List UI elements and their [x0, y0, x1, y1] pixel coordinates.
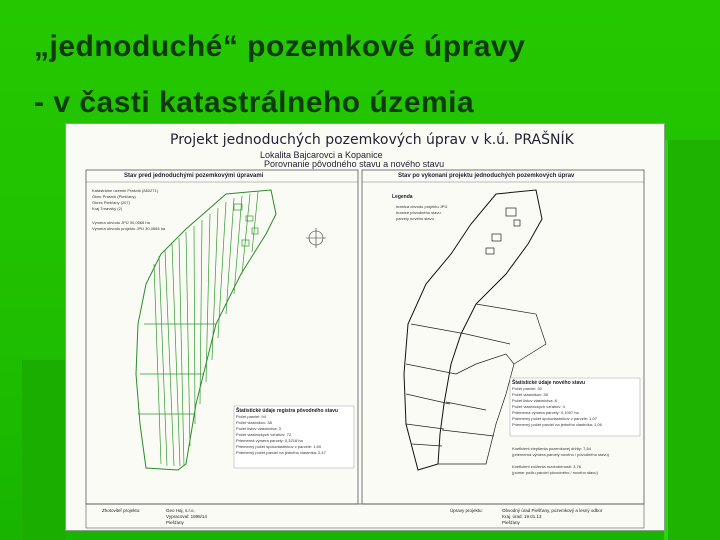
legend-item: hranice pôvodného stavu	[396, 210, 441, 215]
footer-right-value: Piešťany	[502, 520, 520, 525]
left-info-line: Okres Piešťany (207)	[92, 200, 130, 205]
footer-left-value: Vypracoval: 1998/14	[166, 514, 207, 519]
coefficients-block	[512, 446, 609, 476]
left-info-line: Výmera obvodu projektu JPÚ 30,0565 ha	[92, 226, 166, 231]
map-locality: Lokalita Bajcarovci a Kopanice	[260, 150, 383, 160]
footer-left-value: Piešťany	[166, 520, 184, 525]
coef2-sub: (pomer počtu parciel pôvodného / nového stavu)	[512, 470, 598, 475]
right-stats-line: Priemerná výmera parcely: 0,1007 ha	[512, 410, 579, 415]
footer-right-label: Úpravy projektu:	[450, 508, 483, 513]
right-panel-title: Stav po vykonaní projektu jednoduchých pozemkových úprav	[398, 173, 575, 179]
left-stats-line: Počet vlastníkov: 38	[236, 420, 272, 425]
cadastral-map-image	[66, 124, 664, 530]
left-stats-line: Počet parciel: 94	[236, 414, 266, 419]
compass-rose-icon	[306, 228, 326, 248]
right-stats-line: Počet listov vlastníctva: 8	[512, 398, 557, 403]
map-project-title: Projekt jednoduchých pozemkových úprav v k.ú. PRAŠNÍK	[170, 132, 574, 148]
right-stats-line: Priemerný počet spoluvlastníkov v parcele: 1,07	[512, 416, 597, 421]
footer-left-label: Zhotoviteľ projektu:	[102, 508, 141, 513]
left-stats-title: Štatistické údaje registra pôvodného stavu	[236, 408, 338, 414]
right-stats-line: Počet vlastníkov: 38	[512, 392, 548, 397]
left-stats-line: Priemerný počet spoluvlastníkov v parcele: 1,69	[236, 444, 321, 449]
footer-right-value: Kraj. úrad: 19.01.13	[502, 514, 542, 519]
right-stats-title: Štatistické údaje nového stavu	[512, 380, 586, 386]
left-panel-title: Stav pred jednoduchými pozemkovými úpravami	[124, 173, 264, 179]
legend-item: hranica obvodu projektu JPÚ	[396, 204, 448, 209]
legend-title: Legenda	[392, 194, 413, 200]
legend-block	[396, 204, 447, 222]
map-comparison-subtitle: Porovnanie pôvodného stavu a nového stavu	[264, 159, 445, 169]
legend-item: parcely nového stavu	[396, 216, 434, 221]
footer-right-values	[502, 508, 602, 526]
slide-title-line1: „jednoduché“ pozemkové úpravy	[34, 30, 526, 63]
decorative-stripe-left	[22, 360, 66, 540]
footer-right-value: Obvodný úrad Piešťany, pozemkový a lesný odbor	[502, 508, 603, 513]
coef2-label: Koeficient zníženia rozdrobenosti: 3,76	[512, 464, 581, 469]
right-stats-line: Počet vlastníckych vzťahov: 4	[512, 404, 565, 409]
left-stats-line: Priemerná výmera parcely: 0,3218 ha	[236, 438, 303, 443]
coef1-sub: (priemerná výmera parcely nového / pôvodného stavu)	[512, 452, 609, 457]
left-stats-line: Počet vlastníckych vzťahov: 72	[236, 432, 292, 437]
right-stats-block	[512, 380, 602, 428]
footer-left-value: Geo Haj, s.r.o.	[166, 508, 195, 513]
slide-title-line2: - v časti katastrálneho územia	[34, 86, 475, 119]
left-info-line: Katastrálne územie Prašník (860271)	[92, 188, 159, 193]
right-stats-line: Počet parciel: 30	[512, 386, 542, 391]
right-stats-line: Priemerný počet parciel na jedného vlastníka: 1,06	[512, 422, 602, 427]
coef1-label: Koeficient zlepšenia pozemkovej držby: 7,64	[512, 446, 591, 451]
left-info-line: Výmera obvodu JPÚ 30,0568 ha	[92, 220, 150, 225]
footer-left-values	[166, 508, 207, 526]
left-stats-line: Priemerný počet parciel na jedného vlastníka: 2,47	[236, 450, 326, 455]
decorative-stripe-right	[664, 140, 720, 540]
decorative-stripe-right-highlight	[664, 140, 668, 540]
left-info-line: Kraj Trnavský (2)	[92, 206, 123, 211]
left-stats-line: Počet listov vlastníctva: 3	[236, 426, 281, 431]
left-stats-block	[236, 408, 338, 456]
left-info-block	[92, 188, 165, 232]
left-info-line: Obec Prašník (Piešťany)	[92, 194, 136, 199]
